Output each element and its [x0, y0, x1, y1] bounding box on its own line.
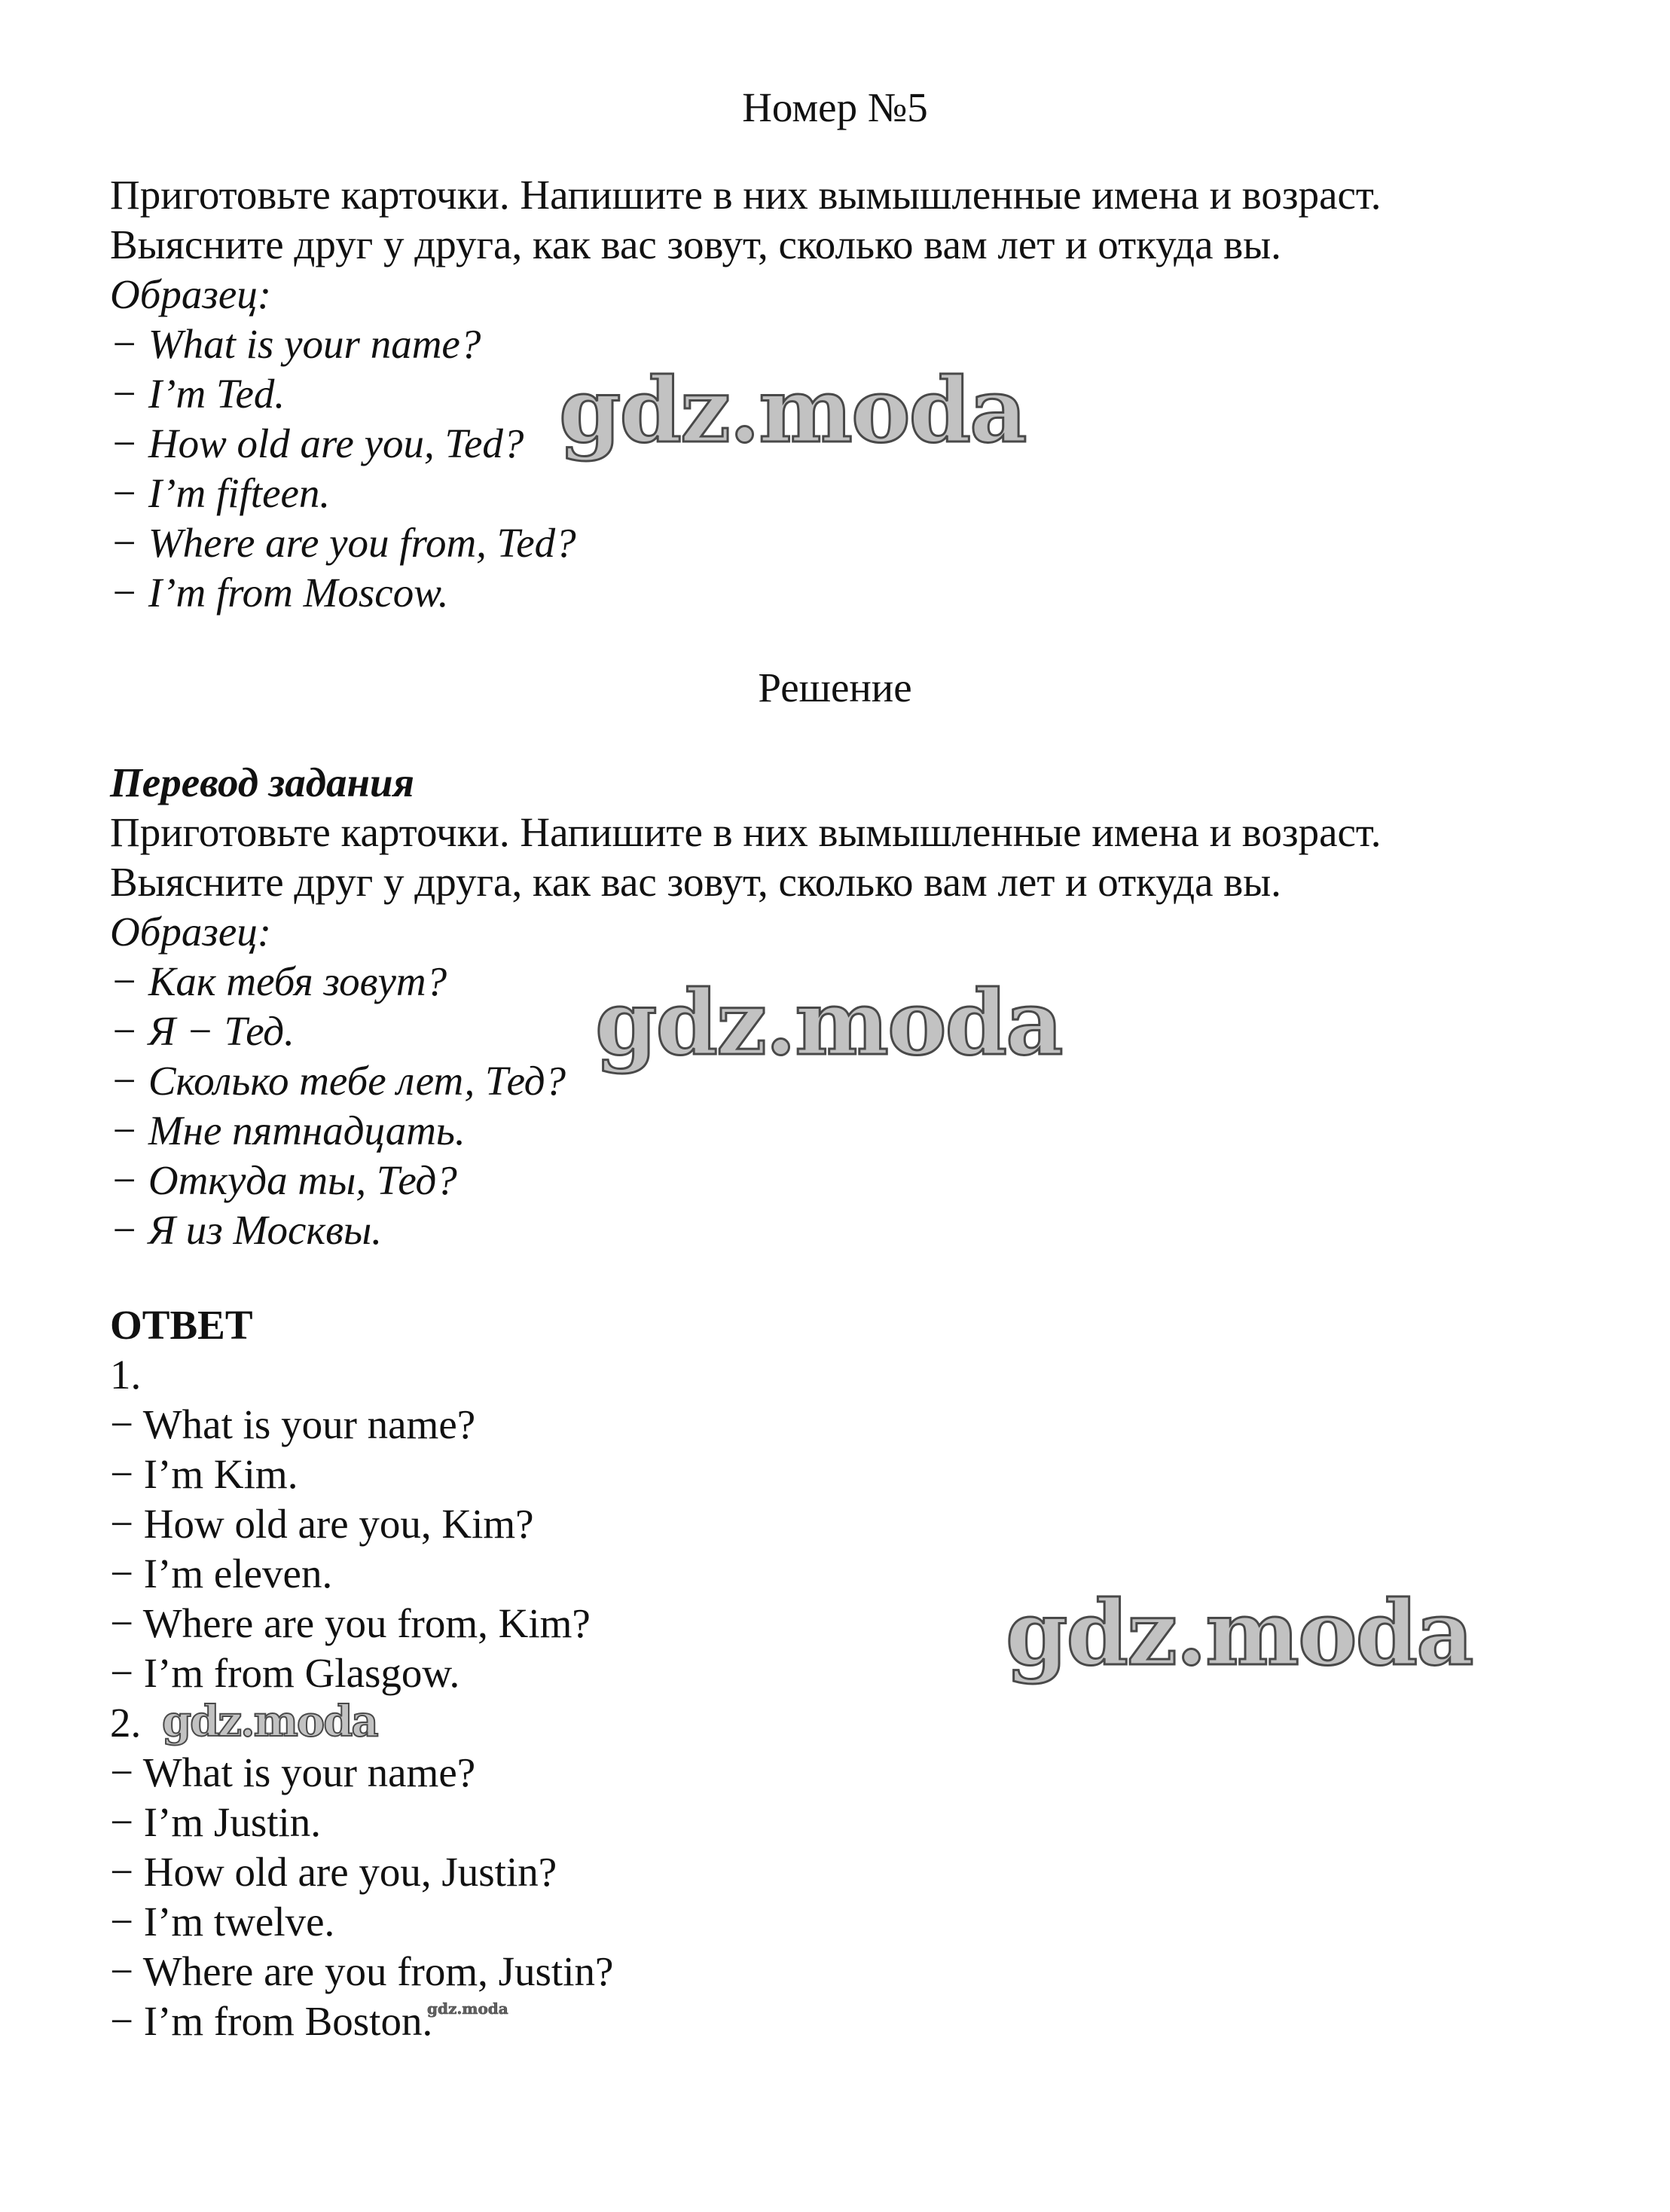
task-instruction-line-1: Приготовьте карточки. Напишите в них вымышленные имена и возраст. — [110, 172, 1381, 218]
solution-instruction-line-2: Выясните друг у друга, как вас зовут, сколько вам лет и откуда вы. — [110, 859, 1281, 905]
watermark: gdz.moda — [1006, 1581, 1473, 1685]
answer-dialogue-line: − I’m from Boston. — [110, 1998, 433, 2044]
task-dialogue-line: − How old are you, Ted? — [110, 420, 524, 466]
answer-dialogue-line: − What is your name? — [110, 1401, 476, 1447]
answer-dialogue-line: − I’m from Glasgow. — [110, 1650, 460, 1696]
answer-dialogue-line: − How old are you, Justin? — [110, 1849, 557, 1895]
task-title: Номер №5 — [742, 84, 928, 130]
answer-heading: ОТВЕТ — [110, 1302, 253, 1348]
task-dialogue-line: − Where are you from, Ted? — [110, 520, 576, 566]
answer-dialogue-line: − I’m eleven. — [110, 1551, 333, 1596]
watermark: gdz.moda — [595, 970, 1062, 1075]
answer-dialogue-line: − I’m twelve. — [110, 1899, 335, 1945]
task-dialogue-line: − I’m from Moscow. — [110, 570, 449, 616]
answer-dialogue-line: − How old are you, Kim? — [110, 1501, 534, 1547]
answer-dialogue-line: − Where are you from, Kim? — [110, 1600, 591, 1646]
task-sample-label: Образец: — [110, 271, 272, 317]
answer-dialogue-line: − I’m Kim. — [110, 1451, 298, 1497]
answer-dialogue-line: − Where are you from, Justin? — [110, 1948, 614, 1994]
answer-item-number: 2. — [110, 1700, 142, 1746]
solution-dialogue-line: − Мне пятнадцать. — [110, 1108, 466, 1153]
watermark: gdz.moda — [559, 358, 1026, 463]
solution-heading: Решение — [758, 665, 912, 710]
solution-dialogue-line: − Как тебя зовут? — [110, 958, 447, 1004]
answer-item-number: 1. — [110, 1352, 142, 1398]
solution-dialogue-line: − Сколько тебе лет, Тед? — [110, 1058, 566, 1104]
answer-dialogue-line: − I’m Justin. — [110, 1799, 322, 1845]
solution-instruction-line-1: Приготовьте карточки. Напишите в них вымышленные имена и возраст. — [110, 809, 1381, 855]
answer-dialogue-line: − What is your name? — [110, 1749, 476, 1795]
solution-sample-label: Образец: — [110, 909, 272, 955]
solution-dialogue-line: − Откуда ты, Тед? — [110, 1157, 457, 1203]
solution-dialogue-line: − Я − Тед. — [110, 1008, 295, 1054]
translation-heading: Перевод задания — [110, 759, 414, 805]
task-instruction-line-2: Выясните друг у друга, как вас зовут, сколько вам лет и откуда вы. — [110, 222, 1281, 267]
watermark: gdz.moda — [427, 2000, 508, 2018]
watermark: gdz.moda — [162, 1697, 377, 1746]
task-dialogue-line: − What is your name? — [110, 321, 481, 367]
task-dialogue-line: − I’m Ted. — [110, 371, 285, 417]
task-dialogue-line: − I’m fifteen. — [110, 470, 331, 516]
solution-dialogue-line: − Я из Москвы. — [110, 1207, 383, 1253]
